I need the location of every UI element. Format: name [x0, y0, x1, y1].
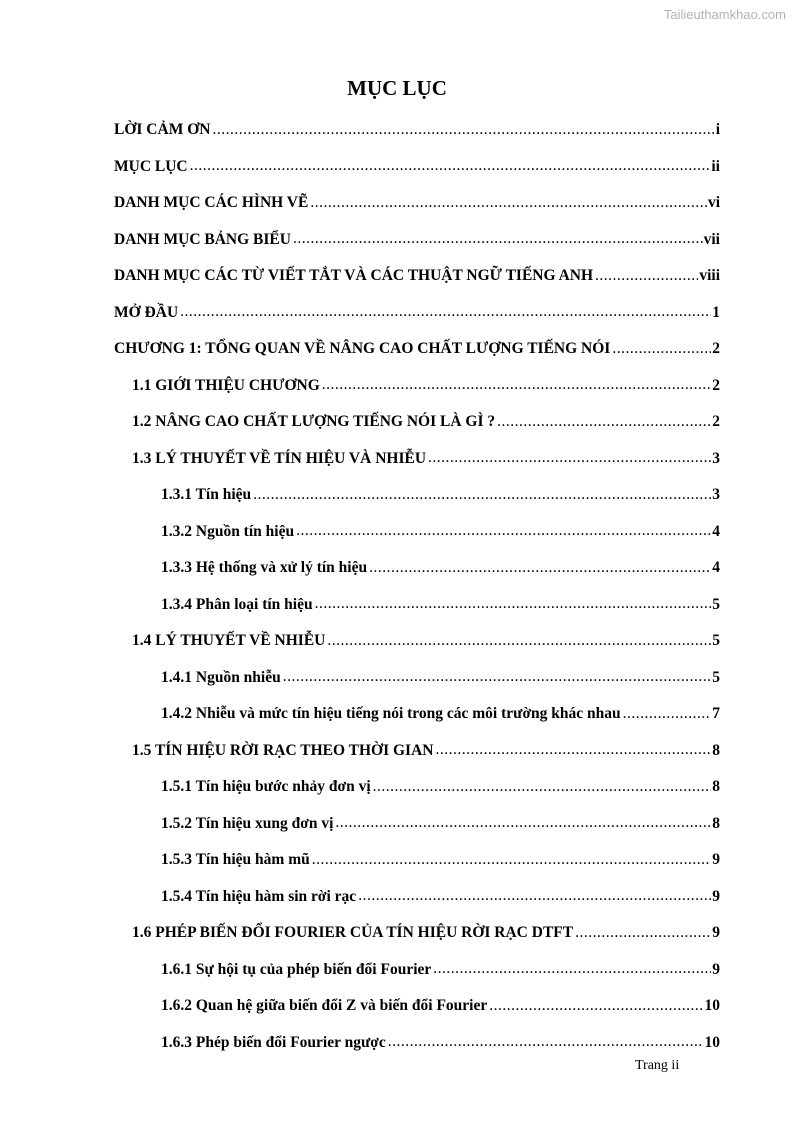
toc-entry-page: 8: [712, 741, 720, 759]
toc-entry-1-1[interactable]: [114, 368, 720, 405]
toc-entry-title: 1.5.3 Tín hiệu hàm mũ: [161, 851, 310, 869]
toc-entry-title: 1.4.2 Nhiễu và mức tín hiệu tiếng nói trong các môi trường khác nhau: [161, 705, 621, 723]
toc-entry-1-4[interactable]: [114, 623, 720, 660]
toc-entry-page: 9: [712, 960, 720, 978]
toc-entry-1-4-2[interactable]: [114, 696, 720, 733]
toc-entry-page: 3: [712, 486, 720, 504]
toc-dot-leader: [283, 668, 712, 687]
toc-dot-leader: [497, 413, 711, 432]
toc-entry-title: CHƯƠNG 1: TỔNG QUAN VỀ NÂNG CAO CHẤT LƯỢNG TIẾNG NÓI: [114, 340, 611, 358]
toc-entry-1-5-2[interactable]: [114, 806, 720, 843]
toc-entry-title: 1.3.1 Tín hiệu: [161, 486, 252, 504]
toc-entry-page: 3: [712, 449, 720, 467]
toc-entry-title: MỞ ĐẦU: [114, 303, 179, 321]
toc-entry-1-3-3[interactable]: [114, 550, 720, 587]
toc-dot-leader: [575, 924, 711, 943]
toc-dot-leader: [373, 778, 712, 797]
toc-dot-leader: [253, 486, 711, 505]
toc-entry-1-5-4[interactable]: [114, 879, 720, 916]
toc-entry-page: 5: [712, 632, 720, 650]
toc-dot-leader: [190, 157, 711, 176]
toc-entry-title: 1.6.1 Sự hội tụ của phép biến đổi Fourier: [161, 960, 432, 978]
toc-entry-title: 1.5.1 Tín hiệu bước nhảy đơn vị: [161, 778, 371, 796]
toc-entry-page: 1: [712, 303, 720, 321]
toc-entry-1-5-1[interactable]: [114, 769, 720, 806]
toc-entry-title: 1.2 NÂNG CAO CHẤT LƯỢNG TIẾNG NÓI LÀ GÌ ?: [132, 413, 496, 431]
toc-dot-leader: [433, 960, 711, 979]
toc-entry-page: 10: [704, 997, 720, 1015]
page-footer-number: Trang ii: [635, 1058, 680, 1073]
toc-dot-leader: [369, 559, 711, 578]
toc-dot-leader: [327, 632, 711, 651]
table-of-contents: [114, 112, 720, 1061]
toc-entry-title: MỤC LỤC: [114, 157, 188, 175]
toc-entry-title: LỜI CẢM ƠN: [114, 121, 211, 139]
toc-entry-muc-luc[interactable]: [114, 149, 720, 186]
toc-entry-title: 1.5.2 Tín hiệu xung đơn vị: [161, 814, 334, 832]
toc-entry-1-3-4[interactable]: [114, 587, 720, 624]
toc-dot-leader: [180, 303, 711, 322]
toc-entry-1-3-2[interactable]: [114, 514, 720, 551]
toc-entry-title: 1.1 GIỚI THIỆU CHƯƠNG: [132, 376, 320, 394]
toc-entry-1-6-2[interactable]: [114, 988, 720, 1025]
toc-entry-loi-cam-on[interactable]: [114, 112, 720, 149]
toc-entry-1-5-3[interactable]: [114, 842, 720, 879]
toc-dot-leader: [335, 814, 711, 833]
toc-entry-title: 1.3 LÝ THUYẾT VỀ TÍN HIỆU VÀ NHIỄU: [132, 449, 427, 467]
toc-entry-page: 9: [712, 887, 720, 905]
toc-entry-title: 1.6.3 Phép biến đổi Fourier ngược: [161, 1033, 386, 1051]
toc-dot-leader: [623, 705, 712, 724]
toc-entry-page: 9: [712, 851, 720, 869]
toc-dot-leader: [322, 376, 712, 395]
toc-entry-page: 4: [712, 559, 720, 577]
toc-entry-title: DANH MỤC CÁC TỪ VIẾT TẮT VÀ CÁC THUẬT NGỮ TIẾNG ANH: [114, 267, 594, 285]
toc-entry-page: 2: [712, 413, 720, 431]
toc-entry-title: 1.6 PHÉP BIẾN ĐỔI FOURIER CỦA TÍN HIỆU RỜI RẠC DTFT: [132, 924, 574, 942]
toc-entry-title: 1.4 LÝ THUYẾT VỀ NHIỄU: [132, 632, 326, 650]
toc-dot-leader: [612, 340, 711, 359]
toc-entry-1-6[interactable]: [114, 915, 720, 952]
toc-entry-1-6-1[interactable]: [114, 952, 720, 989]
toc-dot-leader: [212, 121, 714, 140]
toc-entry-1-3-1[interactable]: [114, 477, 720, 514]
toc-entry-1-3[interactable]: [114, 441, 720, 478]
toc-entry-1-4-1[interactable]: [114, 660, 720, 697]
toc-dot-leader: [312, 851, 712, 870]
toc-entry-page: ii: [711, 157, 720, 175]
toc-dot-leader: [489, 997, 703, 1016]
toc-entry-title: 1.3.2 Nguồn tín hiệu: [161, 522, 295, 540]
toc-entry-danh-muc-bang-bieu[interactable]: [114, 222, 720, 259]
toc-dot-leader: [435, 741, 711, 760]
toc-entry-page: 10: [704, 1033, 720, 1051]
toc-entry-page: 5: [712, 595, 720, 613]
watermark: Tailieuthamkhao.com: [663, 7, 786, 22]
toc-entry-page: 9: [712, 924, 720, 942]
toc-entry-title: 1.5 TÍN HIỆU RỜI RẠC THEO THỜI GIAN: [132, 741, 434, 759]
page-title: MỤC LỤC: [347, 76, 447, 100]
toc-entry-page: 8: [712, 814, 720, 832]
toc-entry-title: DANH MỤC BẢNG BIỂU: [114, 230, 291, 248]
toc-entry-danh-muc-hinh-ve[interactable]: [114, 185, 720, 222]
toc-entry-mo-dau[interactable]: [114, 295, 720, 332]
toc-entry-title: 1.5.4 Tín hiệu hàm sin rời rạc: [161, 887, 357, 905]
toc-entry-title: 1.4.1 Nguồn nhiễu: [161, 668, 281, 686]
toc-entry-danh-muc-tu-viet-tat[interactable]: [114, 258, 720, 295]
toc-entry-page: vi: [707, 194, 720, 212]
toc-entry-1-6-3[interactable]: [114, 1025, 720, 1062]
toc-entry-page: viii: [699, 267, 720, 285]
toc-entry-1-2[interactable]: [114, 404, 720, 441]
toc-dot-leader: [595, 267, 698, 286]
toc-entry-1-5[interactable]: [114, 733, 720, 770]
toc-dot-leader: [296, 522, 711, 541]
toc-entry-page: 5: [712, 668, 720, 686]
toc-entry-page: vii: [703, 230, 720, 248]
toc-dot-leader: [428, 449, 711, 468]
toc-dot-leader: [358, 887, 711, 906]
toc-entry-page: 7: [712, 705, 720, 723]
toc-entry-page: 2: [712, 376, 720, 394]
toc-entry-page: 2: [712, 340, 720, 358]
toc-entry-title: 1.6.2 Quan hệ giữa biến đổi Z và biến đổi Fourier: [161, 997, 488, 1015]
toc-entry-title: DANH MỤC CÁC HÌNH VẼ: [114, 194, 309, 212]
toc-entry-title: 1.3.4 Phân loại tín hiệu: [161, 595, 313, 613]
toc-dot-leader: [310, 194, 707, 213]
toc-entry-page: i: [715, 121, 720, 139]
toc-dot-leader: [315, 595, 712, 614]
toc-entry-title: 1.3.3 Hệ thống và xử lý tín hiệu: [161, 559, 368, 577]
toc-entry-page: 8: [712, 778, 720, 796]
toc-dot-leader: [388, 1033, 704, 1052]
toc-dot-leader: [293, 230, 703, 249]
toc-entry-page: 4: [712, 522, 720, 540]
toc-entry-chuong-1[interactable]: [114, 331, 720, 368]
